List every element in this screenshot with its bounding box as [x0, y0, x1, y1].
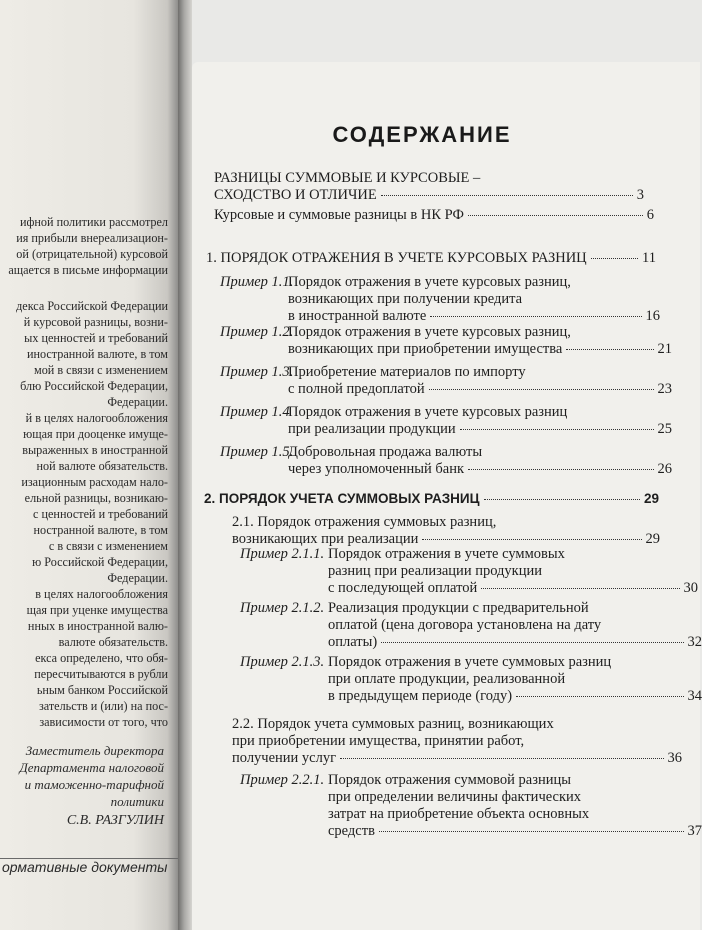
- toc-leader-dots: [381, 195, 633, 196]
- toc-entry-text: возникающих при реализации: [232, 531, 419, 547]
- left-page-line: Федерации.: [107, 571, 168, 585]
- toc-leader-dots: [430, 316, 641, 317]
- left-page-line: зависимости от того, что: [39, 715, 168, 729]
- signature-line: Заместитель директора: [25, 743, 164, 758]
- toc-entry: [240, 772, 702, 840]
- toc-page-number: 37: [687, 823, 702, 839]
- left-page-line: декса Российской Федерации: [16, 299, 168, 313]
- toc-leader-dots: [484, 499, 640, 500]
- toc-entry: [240, 600, 702, 651]
- toc-entry-text: Порядок отражения в учете курсовых разниц: [288, 404, 568, 420]
- left-page-line: зательств и (или) на пос-: [38, 699, 168, 713]
- toc-leader-dots: [591, 258, 638, 259]
- toc-entry: [204, 490, 659, 507]
- toc-entry-text: 2.2. Порядок учета суммовых разниц, возникающих: [232, 716, 554, 732]
- toc-leader-dots: [481, 588, 679, 589]
- toc-leader-dots: [429, 389, 654, 390]
- toc-example-label: Пример 1.2.: [220, 324, 294, 340]
- toc-entry-text: Порядок отражения в учете суммовых разниц: [328, 654, 612, 670]
- toc-entry-text: средств: [328, 823, 375, 839]
- toc-page-number: 6: [646, 207, 654, 223]
- toc-page-number: 11: [642, 250, 656, 266]
- toc-example-label: Пример 1.1.: [220, 274, 294, 290]
- toc-entry-text: с полной предоплатой: [288, 381, 425, 397]
- toc-entry-text: Курсовые и суммовые разницы в НК РФ: [214, 207, 464, 223]
- toc-page-number: 16: [645, 308, 660, 324]
- toc-entry-text: оплаты): [328, 634, 378, 650]
- left-page: [0, 0, 178, 930]
- toc-entry-text: оплатой (цена договора установлена на дату: [328, 617, 602, 633]
- toc-example-label: Пример 2.1.2.: [240, 600, 325, 616]
- toc-page-number: 32: [687, 634, 702, 650]
- left-page-line: ющая при дооценке имуще-: [23, 427, 168, 441]
- left-page-line: с в связи с изменением: [48, 539, 168, 553]
- left-page-line: й в целях налогообложения: [25, 411, 168, 425]
- toc-example-label: Пример 2.1.1.: [240, 546, 325, 562]
- right-page: [192, 62, 700, 930]
- left-page-line: й курсовой разницы, возни-: [23, 315, 168, 329]
- toc-example-label: Пример 1.4: [220, 404, 290, 420]
- signature-block: [19, 742, 164, 829]
- toc-leader-dots: [460, 429, 654, 430]
- toc-page-number: 29: [645, 531, 660, 547]
- left-page-line: выраженных в иностранной: [22, 443, 168, 457]
- toc-page-number: 36: [667, 750, 682, 766]
- left-page-line: ой (отрицательной) курсовой: [16, 247, 168, 261]
- left-page-line: щая при уценке имущества: [26, 603, 168, 617]
- toc-page-number: 3: [636, 187, 644, 203]
- toc-entry-text: затрат на приобретение объекта основных: [328, 806, 590, 822]
- toc-entry-text: Порядок отражения в учете курсовых разниц,: [288, 274, 571, 290]
- signature-line: политики: [110, 794, 164, 809]
- toc-example-label: Пример 2.1.3.: [240, 654, 325, 670]
- toc-leader-dots: [381, 642, 683, 643]
- left-page-line: пересчитываются в рубли: [34, 667, 168, 681]
- signature-line: и таможенно-тарифной: [24, 777, 164, 792]
- left-page-line: ых ценностей и требований: [24, 331, 168, 345]
- toc-leader-dots: [379, 831, 684, 832]
- toc-entry-text: возникающих при приобретении имущества: [288, 341, 563, 357]
- toc-entry-text: в иностранной валюте: [288, 308, 427, 324]
- left-page-footer: ормативные документы: [0, 858, 178, 880]
- toc-leader-dots: [516, 696, 683, 697]
- book-gutter: [178, 0, 192, 930]
- toc-entry-text: Приобретение материалов по импорту: [288, 364, 526, 380]
- toc-entry-text: в предыдущем периоде (году): [328, 688, 513, 704]
- toc-entry: [220, 444, 672, 478]
- left-page-line: ащается в письме информации: [8, 263, 168, 277]
- left-page-line: мой в связи с изменением: [33, 363, 168, 377]
- toc-entry-text: разниц при реализации продукции: [328, 563, 542, 579]
- toc-entry-text: 2.1. Порядок отражения суммовых разниц,: [232, 514, 497, 530]
- left-page-line: екса определено, что обя-: [35, 651, 168, 665]
- toc-leader-dots: [468, 215, 643, 216]
- toc-leader-dots: [340, 758, 663, 759]
- toc-entry: [240, 546, 698, 597]
- toc-page-number: 34: [687, 688, 702, 704]
- toc-entry-text: при оплате продукции, реализованной: [328, 671, 566, 687]
- toc-entry: [220, 514, 660, 548]
- toc-entry: [206, 250, 656, 267]
- left-page-line: ельной разницы, возникаю-: [24, 491, 168, 505]
- toc-entry: [214, 170, 644, 204]
- toc-entry-text: при реализации продукции: [288, 421, 456, 437]
- toc-leader-dots: [468, 469, 653, 470]
- toc-entry: [220, 324, 672, 358]
- toc-entry: [220, 404, 672, 438]
- toc-entry-text: с последующей оплатой: [328, 580, 478, 596]
- toc-entry: [214, 207, 654, 224]
- left-page-line: валюте обязательств.: [58, 635, 168, 649]
- left-page-line: ьным банком Российской: [36, 683, 168, 697]
- toc-entry-text: СХОДСТВО И ОТЛИЧИЕ: [214, 187, 377, 203]
- toc-example-label: Пример 1.3.: [220, 364, 294, 380]
- toc-entry-text: РАЗНИЦЫ СУММОВЫЕ И КУРСОВЫЕ –: [214, 170, 481, 186]
- toc-example-label: Пример 2.2.1.: [240, 772, 325, 788]
- toc-entry-text: при приобретении имущества, принятии работ,: [232, 733, 525, 749]
- toc-entry-text: получении услуг: [232, 750, 337, 766]
- toc-entry-text: возникающих при получении кредита: [288, 291, 523, 307]
- toc-page-number: 21: [657, 341, 672, 357]
- toc-entry: [240, 654, 702, 705]
- left-page-line: ностранной валюте, в том: [33, 523, 168, 537]
- left-page-line: в целях налогообложения: [35, 587, 168, 601]
- toc-entry-text: при определении величины фактических: [328, 789, 582, 805]
- toc-entry-text: 2. ПОРЯДОК УЧЕТА СУММОВЫХ РАЗНИЦ: [204, 491, 480, 506]
- toc-page-number: 30: [683, 580, 698, 596]
- toc-entry-text: Добровольная продажа валюты: [288, 444, 483, 460]
- left-page-text: [0, 0, 178, 740]
- left-page-line: иностранной валюте, в том: [26, 347, 168, 361]
- left-page-line: ной валюте обязательств.: [36, 459, 168, 473]
- toc-entry-text: через уполномоченный банк: [288, 461, 465, 477]
- left-page-line: ифной политики рассмотрел: [19, 215, 168, 229]
- toc-leader-dots: [566, 349, 653, 350]
- left-page-line: нных в иностранной валю-: [27, 619, 168, 633]
- left-page-line: изационным расходам нало-: [21, 475, 168, 489]
- toc-page-number: 26: [657, 461, 672, 477]
- toc-entry-text: Порядок отражения суммовой разницы: [328, 772, 571, 788]
- toc-page-number: 29: [643, 491, 659, 506]
- page-title: СОДЕРЖАНИЕ: [332, 122, 512, 147]
- left-page-line: с ценностей и требований: [33, 507, 168, 521]
- toc-entry: [220, 274, 660, 325]
- toc-page-number: 23: [657, 381, 672, 397]
- toc-example-label: Пример 1.5.: [220, 444, 294, 460]
- toc-entry: [220, 364, 672, 398]
- toc-page-number: 25: [657, 421, 672, 437]
- toc-entry-text: Порядок отражения в учете курсовых разниц,: [288, 324, 571, 340]
- signature-name: С.В. РАЗГУЛИН: [66, 813, 164, 828]
- toc-entry-text: 1. ПОРЯДОК ОТРАЖЕНИЯ В УЧЕТЕ КУРСОВЫХ РАЗНИЦ: [206, 250, 587, 266]
- left-page-line: ю Российской Федерации,: [32, 555, 168, 569]
- toc-leader-dots: [422, 539, 641, 540]
- toc-entry-text: Порядок отражения в учете суммовых: [328, 546, 565, 562]
- signature-line: Департамента налоговой: [19, 760, 164, 775]
- left-page-line: Федерации.: [107, 395, 168, 409]
- left-page-line: ия прибыли внереализацион-: [16, 231, 168, 245]
- toc-entry-text: Реализация продукции с предварительной: [328, 600, 589, 616]
- toc-entry: [220, 716, 682, 767]
- left-page-line: блю Российской Федерации,: [20, 379, 168, 393]
